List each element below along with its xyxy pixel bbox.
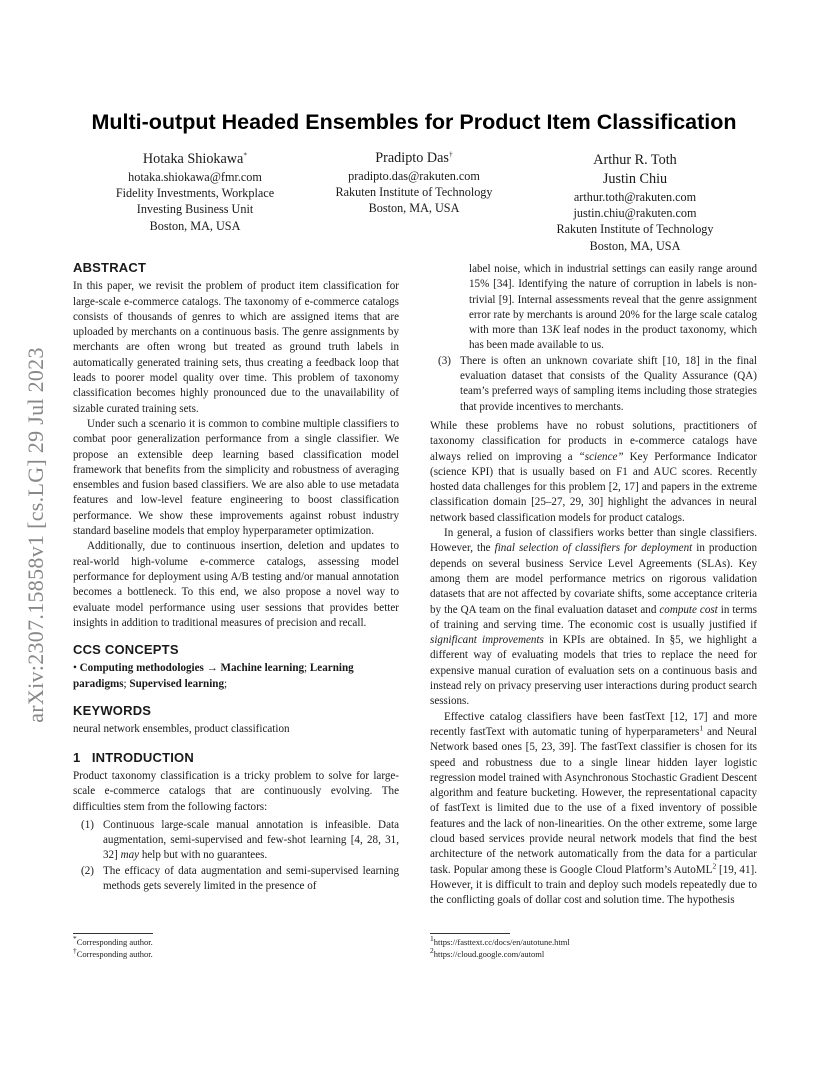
right-column xyxy=(430,262,757,908)
author-name: Arthur R. Toth xyxy=(593,152,677,168)
author-location: Boston, MA, USA xyxy=(589,238,681,253)
footnote: $^2$https://cloud.google.com/automl xyxy=(430,946,545,959)
abstract-paragraph: Additionally, due to continuous insertion, deletion and updates to real-world high-volume e-commerce catalogs, assessing model performance for deployment using A/B testing and/or manual annotation becomes a bottleneck. To this end, we also propose a novel way to evaluate model performance using user sessions that provides better insights in addition to traditional measures of precision and recall. xyxy=(73,540,399,629)
abstract-paragraph: Under such a scenario it is common to combine multiple classifiers to combat poor generalization performance from a single classifier. We propose an extensible deep learning based classification model framework that benefits from the simplicity and robustness of averaging ensembles and fusion based classifiers. We are also able to use metadata features and low-level feature engineering to boost classification performance. We show these improvements against robust industry standard baseline models that employ hyperparameter optimization. xyxy=(73,417,399,538)
author-email: arthur.toth@rakuten.com xyxy=(573,190,697,204)
footnote: †Corresponding author. xyxy=(73,946,153,959)
intro-paragraph: In general, a fusion of classifiers works better than single classifiers. However, the final selection of classifiers for deployment in production depends on several business Service Level Agreements (SLAs). Key among them are model performance metrics on rigorous validation datasets that are not affected by covariate shifts, some acceptance criteria by the QA team on the final evaluation dataset and compute cost in terms of training and serving time. The economic cost is usually justified if significant improvements in KPIs are obtained. In §5, we highlight a different way of evaluating models that tries to replace the need for expensive manual curation of evaluation sets on a continuous basis and instead rely on privacy preserving user interactions during product search sessions. xyxy=(430,527,758,708)
author-block-2 xyxy=(314,149,514,217)
paper-title: Multi-output Headed Ensembles for Product Item Classification xyxy=(91,110,737,134)
arxiv-id: arXiv:2307.15858v1 [cs.LG] 29 Jul 2023 xyxy=(23,347,48,723)
intro-paragraph: While these problems have no robust solutions, practitioners of taxonomy classification for products in e-commerce catalogs have always relied on improving a “science” Key Performance Indicator (science KPI) that is usually based on F1 and AUC scores. Recently hosted data challenges for this problem [2, 17] and papers in the extreme classification domain [25–27, 29, 30] highlight the advances in neural network based classification models for product catalogs. xyxy=(430,419,757,524)
author-affiliation: Fidelity Investments, Workplace xyxy=(115,186,275,201)
intro-paragraph: Effective catalog classifiers have been fastText [12, 17] and more recently fastText with automatic tuning of hyperparameters$^1$ and Neural Network based ones [5, 23, 39]. The fastText classifier is chosen for its speed and robustness due to a single linear hidden layer logistic regression model trained with Asynchronous Stochastic Gradient Descent algorithm and feature bucketing. However, the representational capacity of fastText is limited due to the use of a fixed inventory of possible features and the lack of non-linearities. On the other extreme, some large cloud based services provide neural network models that find the best architecture of the network automatically from the data for a particular task. Popular among these is Google Cloud Platform’s AutoML$^2$ [19, 41]. However, it is difficult to train and deploy such models repeatedly due to the conflicting goals of dollar cost and solution time. The hypothesis xyxy=(430,710,758,907)
list-item-continued: label noise, which in industrial settings can easily range around 15% [34]. Identifying the nature of corruption in labels is non-trivial [9]. Internal assessments reveal that the genre assignment error rate by merchants is around 20% for the large scale catalog with more than 13K leaf nodes in the product taxonomy, which has been made available to us. xyxy=(469,263,758,352)
abstract-paragraph: In this paper, we revisit the problem of product item classification for large-scale e-commerce catalogs. The taxonomy of e-commerce catalogs consists of thousands of genres to which are assigned items that are uploaded by merchants on a continuous basis. The genre assignments by merchants are often wrong but treated as ground truth labels in automatically generated training sets, thus creating a feedback loop that leads to poorer model quality over time. This problem of taxonomy classification becomes highly pronounced due to the unavailability of sizable curated training sets. xyxy=(73,280,399,415)
author-block-1 xyxy=(95,150,295,234)
author-email: pradipto.das@rakuten.com xyxy=(348,169,480,183)
author-name: Hotaka Shiokawa* xyxy=(142,150,248,167)
list-item: (3) There is often an unknown covariate shift [10, 18] in the final evaluation dataset that consists of the Quality Assurance (QA) team’s preferred ways of sampling items including those strategies that provide incentives to merchants. xyxy=(438,354,757,413)
author-affiliation: Rakuten Institute of Technology xyxy=(335,185,493,200)
left-column xyxy=(73,260,399,894)
footnote-rule xyxy=(73,933,153,934)
author-block-3 xyxy=(535,151,735,254)
intro-paragraph: Product taxonomy classification is a tricky problem to solve for large-scale e-commerce catalogs that are continuously evolving. The difficulties stem from the following factors: xyxy=(73,769,399,813)
footnote: $^1$https://fasttext.cc/docs/en/autotune.html xyxy=(430,934,570,947)
footnote: *Corresponding author. xyxy=(73,934,153,947)
footnote-rule xyxy=(430,933,510,934)
ccs-concepts: • Computing methodologies → Machine learning; Learning paradigms; Supervised learning; xyxy=(73,662,354,690)
author-affiliation: Rakuten Institute of Technology xyxy=(556,222,714,237)
list-item: (2) The efficacy of data augmentation and semi-supervised learning methods gets severely limited in the presence of xyxy=(81,864,399,892)
list-item: (1) Continuous large-scale manual annotation is infeasible. Data augmentation, semi-supervised and few-shot learning [4, 28, 31, 32] may help but with no guarantees. xyxy=(81,818,399,862)
arxiv-stamp xyxy=(20,296,52,774)
author-affiliation: Investing Business Unit xyxy=(136,202,254,217)
author-name: Justin Chiu xyxy=(602,171,668,187)
author-email: justin.chiu@rakuten.com xyxy=(573,206,697,221)
author-name: Pradipto Das† xyxy=(375,149,453,166)
keywords-heading: KEYWORDS xyxy=(73,703,152,719)
ccs-heading: CCS CONCEPTS xyxy=(73,642,179,658)
author-location: Boston, MA, USA xyxy=(149,218,241,233)
abstract-heading: ABSTRACT xyxy=(73,260,147,275)
author-location: Boston, MA, USA xyxy=(368,201,460,216)
author-email: hotaka.shiokawa@fmr.com xyxy=(128,170,262,184)
keywords-text: neural network ensembles, product classification xyxy=(73,723,290,736)
section-heading-introduction: 1 INTRODUCTION xyxy=(73,749,194,765)
